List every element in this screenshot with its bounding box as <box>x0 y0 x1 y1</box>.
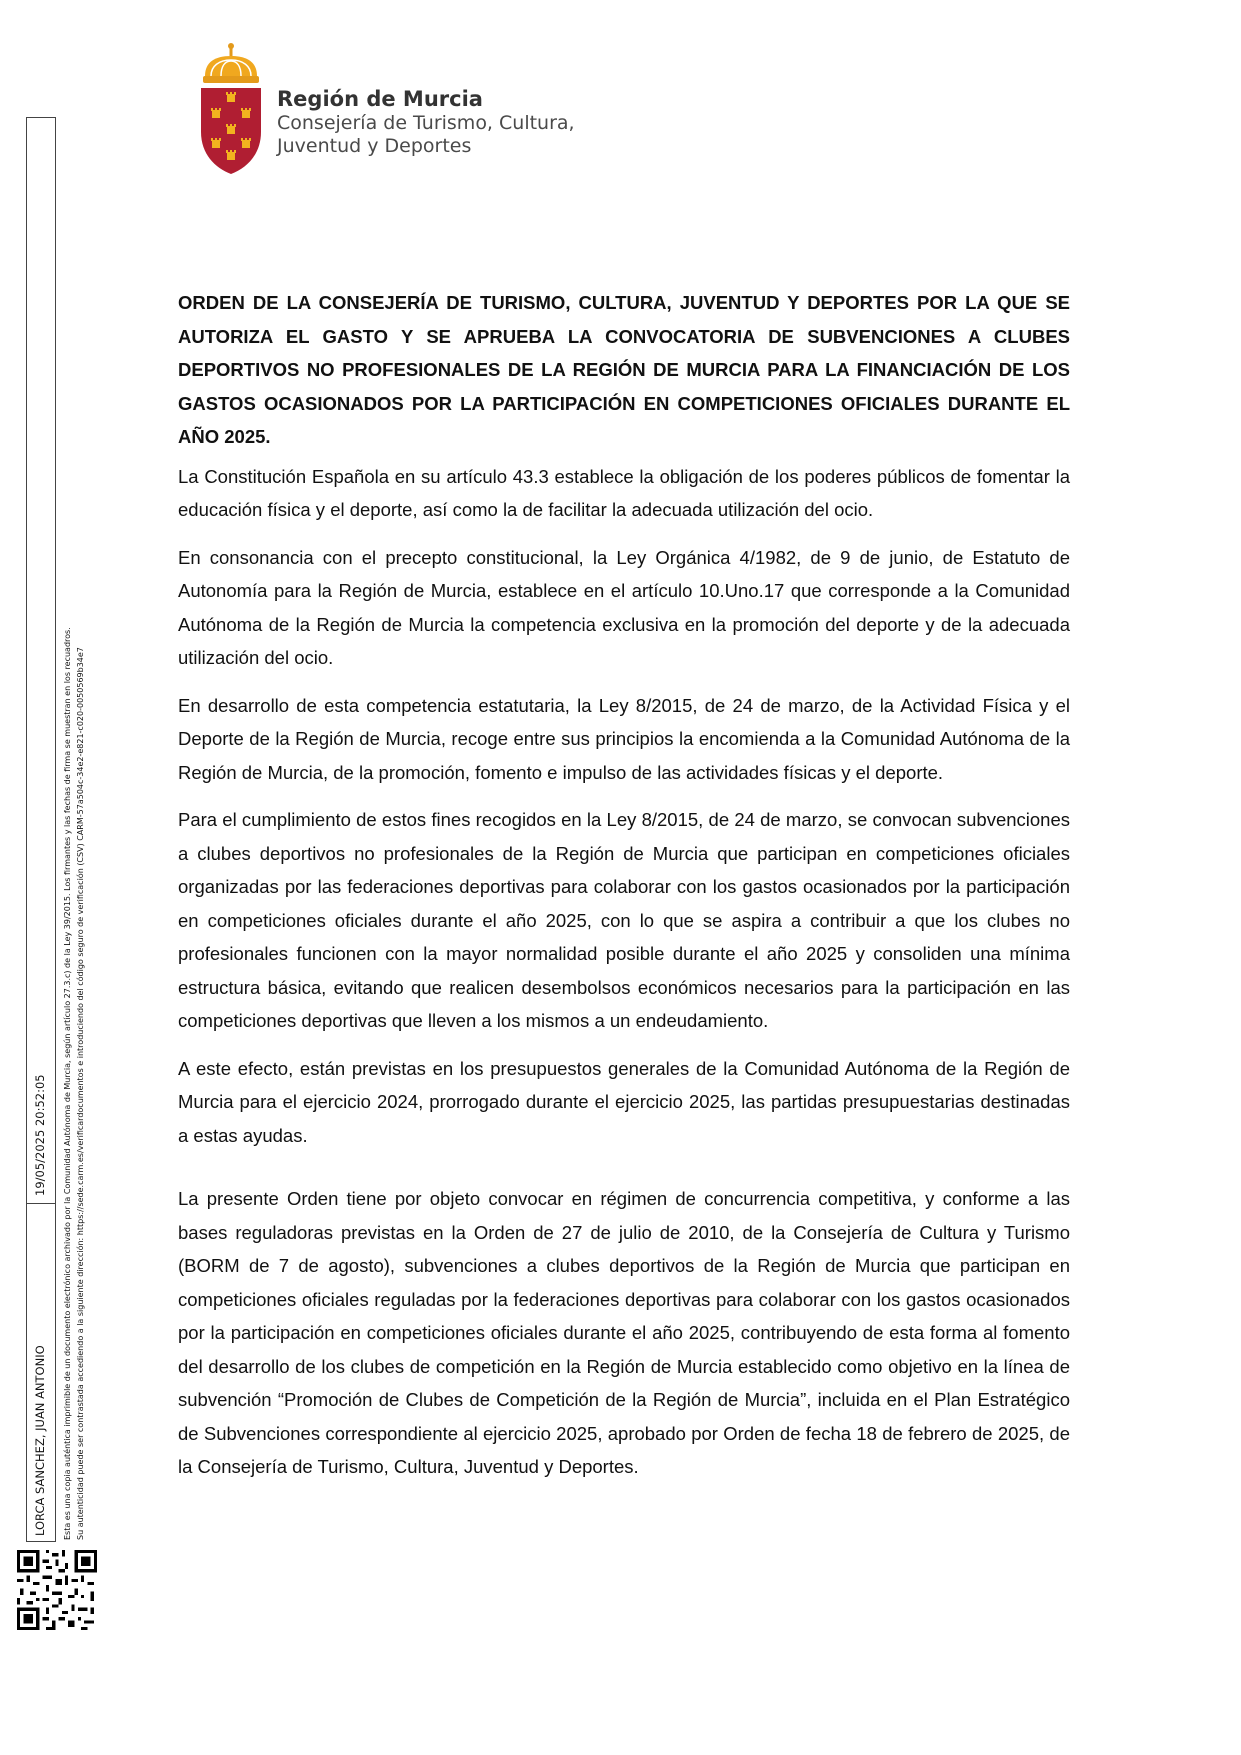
department-line-2: Juventud y Deportes <box>277 135 472 157</box>
paragraph: Para el cumplimiento de estos fines recogidos en la Ley 8/2015, de 24 de marzo, se convocan subvenciones a clubes deportivos no profesionales de la Región de Murcia que participan en competiciones oficiales organizadas por las federaciones deportivas para colaborar con los gastos ocasionados por la participación en competiciones oficiales durante el año 2025, con lo que se aspira a contribuir a que los clubes no profesionales funcionen con la mayor normalidad posible durante el año 2025 y consoliden una mínima estructura básica, evitando que realicen desembolsos económicos necesarios para la participación en las competiciones deportivas que lleven a los mismos a un endeudamiento. <box>178 809 1070 1031</box>
signature-box-divider <box>27 1203 55 1204</box>
csv-notice-line-1: Esta es una copia auténtica imprimible de un documento electrónico archivado por la Comunidad Autónoma de Murcia, según artículo 27.3.c) de la Ley 39/2015. Los firmantes y las fechas de firma se muestran en los recuadros. <box>63 627 72 1540</box>
paragraph: La presente Orden tiene por objeto convocar en régimen de concurrencia competitiva, y conforme a las bases reguladoras previstas en la Orden de 27 de julio de 2010, de la Consejería de Cultura y Turismo (BORM de 7 de agosto), subvenciones a clubes deportivos de la Región de Murcia que participan en competiciones oficiales reguladas por la federaciones deportivas para colaborar con los gastos ocasionados por la participación en competiciones oficiales durante el año 2025, contribuyendo de esta forma al fomento del desarrollo de los clubes de competición en la Región de Murcia establecido como objetivo en la línea de subvención “Promoción de Clubes de Competición de la Región de Murcia”, incluida en el Plan Estratégico de Subvenciones correspondiente al ejercicio 2025, aprobado por Orden de fecha 18 de febrero de 2025, de la Consejería de Turismo, Cultura, Juventud y Deportes. <box>178 1188 1070 1477</box>
document-title: ORDEN DE LA CONSEJERÍA DE TURISMO, CULTURA, JUVENTUD Y DEPORTES POR LA QUE SE AUTORIZA EL GASTO Y SE APRUEBA LA CONVOCATORIA DE SUBVENCIONES A CLUBES DEPORTIVOS NO PROFESIONALES DE LA REGIÓN DE MURCIA PARA LA FINANCIACIÓN DE LOS GASTOS OCASIONADOS POR LA PARTICIPACIÓN EN COMPETICIONES OFICIALES DURANTE EL AÑO 2025. <box>178 292 1070 447</box>
letterhead <box>197 40 617 180</box>
csv-notice-line-2: Su autenticidad puede ser contrastada accediendo a la siguiente dirección: https://sede.carm.es/verificardocumentos e introduciendo del código seguro de verificación (CSV) CARM-57a504c-34e2-e821-c020-0050569b34e7 <box>76 647 85 1540</box>
signature-box <box>26 117 56 1542</box>
region-crest-icon <box>197 40 265 176</box>
paragraph: En consonancia con el precepto constitucional, la Ley Orgánica 4/1982, de 9 de junio, de Estatuto de Autonomía para la Región de Murcia, establece en el artículo 10.Uno.17 que corresponde a la Comunidad Autónoma de la Región de Murcia la competencia exclusiva en la promoción del deporte y de la adecuada utilización del ocio. <box>178 546 1070 668</box>
paragraph: En desarrollo de esta competencia estatutaria, la Ley 8/2015, de 24 de marzo, de la Actividad Física y el Deporte de la Región de Murcia, recoge entre sus principios la encomienda a la Comunidad Autónoma de la Región de Murcia, de la promoción, fomento e impulso de las actividades físicas y el deporte. <box>178 694 1070 783</box>
document-body <box>178 286 1070 1498</box>
org-name: Región de Murcia <box>277 87 483 111</box>
department-line-1: Consejería de Turismo, Cultura, <box>277 112 575 134</box>
paragraph: La Constitución Española en su artículo 43.3 establece la obligación de los poderes públicos de fomentar la educación física y el deporte, así como la de facilitar la adecuada utilización del ocio. <box>178 465 1070 520</box>
paragraph: A este efecto, están previstas en los presupuestos generales de la Comunidad Autónoma de la Región de Murcia para el ejercicio 2024, prorrogado durante el ejercicio 2025, las partidas presupuestarias destinadas a estas ayudas. <box>178 1057 1070 1146</box>
signer-name: LORCA SANCHEZ, JUAN ANTONIO <box>33 1345 47 1536</box>
letterhead-text <box>277 86 575 158</box>
signature-date: 19/05/2025 20:52:05 <box>33 1074 47 1196</box>
verification-qr-code-icon[interactable] <box>17 1550 97 1630</box>
